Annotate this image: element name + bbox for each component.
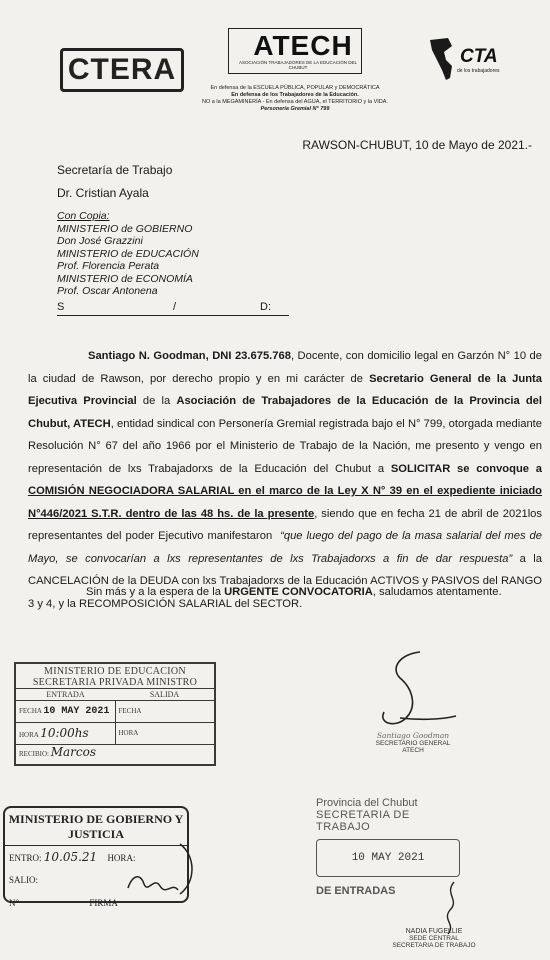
signature-block-fugellie [384, 928, 484, 949]
stamp-hora-value: 10:00hs [40, 726, 89, 740]
signature-name: Santiago Goodman [376, 731, 450, 740]
atech-logo-text: ATECH [253, 30, 353, 61]
cta-logo-text: CTA [460, 46, 498, 67]
signature-org: ATECH [402, 747, 424, 754]
signature-block-goodman [358, 731, 468, 754]
stamp-recibio-label: RECIBIO: [19, 750, 49, 758]
body-run-3: de la [136, 395, 177, 407]
stamp-fecha-out-cell [116, 701, 215, 723]
ctera-logo: CTERA [60, 48, 184, 92]
body-run-6: SOLICITAR se convoque a [390, 462, 542, 475]
body-run-2: Secretario General de la Junta Ejecutiva Provincial [28, 372, 543, 407]
body-run-7: COMISIÓN NEGOCIADORA SALARIAL en el marco de la Ley X N° 39 en el expediente iniciado N°446/2021 S.T.R. dentro de las 48 hs. de la presente [28, 485, 542, 520]
stamp-title: MINISTERIO DE GOBIERNO Y JUSTICIA [5, 808, 187, 846]
cc-heading: Con Copia: [57, 210, 110, 222]
signature-org: SECRETARIA DE TRABAJO [392, 942, 476, 949]
closing-text: Sin más y a la espera de la [86, 586, 225, 598]
body-run-5: , entidad sindical con Personería Gremial registrada bajo el N° 799, otorgada mediante Resolución N° 67 del año 1966 por el Ministerio de Trabajo de la Nación, me presento y vengo en representación de lxs Trabajadorxs de la Educación del Chubut a [28, 417, 542, 475]
stamp-firma-label: FIRMA [89, 898, 118, 908]
cc-item: MINISTERIO de EDUCACIÓN [57, 247, 199, 260]
closing-emphasis: URGENTE CONVOCATORIA [224, 586, 373, 598]
stamp-fecha-value: 10 MAY 2021 [43, 706, 110, 717]
cc-item: Prof. Oscar Antonena [57, 285, 158, 297]
header-tagline [160, 85, 430, 113]
stamp-hora-out-cell [116, 723, 215, 745]
salutation-sd [57, 301, 289, 316]
body-run-9: “que luego del pago de la masa salarial del mes de Mayo, se convocarían a lxs representantes de lxs Trabajadorxs a fin de dar respuesta” [28, 530, 542, 565]
stamp-entro-value: 10.05.21 [43, 850, 98, 864]
cc-item: MINISTERIO de ECONOMÍA [57, 272, 193, 285]
stamp-recibio-value: Marcos [50, 745, 96, 759]
addressee-office: Secretaría de Trabajo [57, 163, 173, 177]
stamp-entries: DE ENTRADAS [316, 885, 396, 897]
tagline-line: NO a la MEGAMINERÍA - En defensa del AGUA, el TERRITORIO y la VIDA. [202, 99, 388, 105]
stamp-number-label: N° [9, 898, 20, 908]
stamp-hora-label: HORA: [107, 853, 136, 863]
body-run-4: Asociación de Trabajadores de la Educación de la Provincia del Chubut, ATECH [28, 395, 542, 430]
stamp-hora-label: HORA [19, 731, 39, 739]
letter-body [28, 345, 542, 615]
cc-item: Don José Grazzini [57, 235, 143, 247]
body-run-1: , Docente, con domicilio legal en Garzón N° 10 de la ciudad de Rawson, por derecho propio y en mi carácter de [28, 350, 542, 385]
place-date: RAWSON-CHUBUT, 10 de Mayo de 2021.- [302, 138, 532, 152]
atech-subtitle: ASOCIACIÓN TRABAJADORES DE LA EDUCACIÓN DEL CHUBUT [239, 60, 357, 70]
signature-role: SECRETARIO GENERAL [375, 740, 451, 747]
closing-text-end: , saludamos atentamente. [372, 586, 502, 598]
sd-s: S [57, 301, 65, 313]
tagline-line: En defensa de la ESCUELA PÚBLICA, POPULAR y DEMOCRÁTICA [210, 85, 380, 91]
stamp-recibio [16, 745, 214, 759]
sd-slash: / [173, 301, 177, 313]
stamp-entro-label: ENTRO: [9, 853, 42, 863]
stamp-salio-label: SALIO: [9, 875, 38, 885]
handwritten-signature-icon [110, 842, 200, 900]
stamp-date: 10 MAY 2021 [316, 839, 460, 877]
addressee-name: Dr. Cristian Ayala [57, 186, 149, 200]
stamp-fecha-out-label: FECHA [118, 707, 142, 715]
tagline-line: Personería Gremial N° 799 [260, 106, 330, 112]
stamp-entrada-label: ENTRADA [46, 690, 85, 699]
tagline-line: En defensa de los Trabajadores de la Educación. [231, 92, 359, 98]
cc-item: MINISTERIO de GOBIERNO [57, 222, 193, 235]
stamp-title: MINISTERIO DE EDUCACION [44, 666, 186, 677]
stamp-grid [16, 701, 214, 745]
body-run-8: , siendo que en fecha 21 de abril de 2021los representantes del poder Ejecutivo manifestaron [28, 507, 542, 542]
signature-name: NADIA FUGELLIE [405, 928, 463, 935]
stamp-fecha-cell [16, 701, 115, 723]
signature-role: SEDE CENTRAL [409, 935, 459, 942]
body-run-0: Santiago N. Goodman, DNI 23.675.768 [88, 350, 291, 362]
closing-line [86, 586, 502, 598]
cta-subtitle: de los trabajadores [457, 68, 500, 74]
stamp-subtitle: SECRETARIA PRIVADA MINISTRO [32, 677, 198, 688]
cc-item: Prof. Florencia Perata [57, 260, 160, 272]
stamp-office: SECRETARIA DE TRABAJO [316, 809, 410, 833]
signature-goodman-icon [360, 648, 460, 740]
stamp-hora-cell [16, 723, 115, 745]
sd-d: D: [260, 301, 271, 313]
stamp-ministerio-educacion [14, 662, 216, 766]
stamp-province: Provincia del Chubut [316, 797, 418, 809]
stamp-salida-label: SALIDA [149, 690, 180, 699]
stamp-hora-out-label: HORA [118, 729, 139, 737]
copy-list [57, 210, 199, 298]
stamp-entry-exit-row [16, 688, 214, 701]
body-run-10: a la CANCELACIÓN de la DEUDA con lxs Trabajadorxs de la Educación ACTIVOS y PASIVOS del RANGO 3 y 4, y la RECOMPOSICIÓN SALARIAL del SECTOR. [28, 552, 542, 610]
stamp-fecha-label: FECHA [19, 707, 42, 715]
